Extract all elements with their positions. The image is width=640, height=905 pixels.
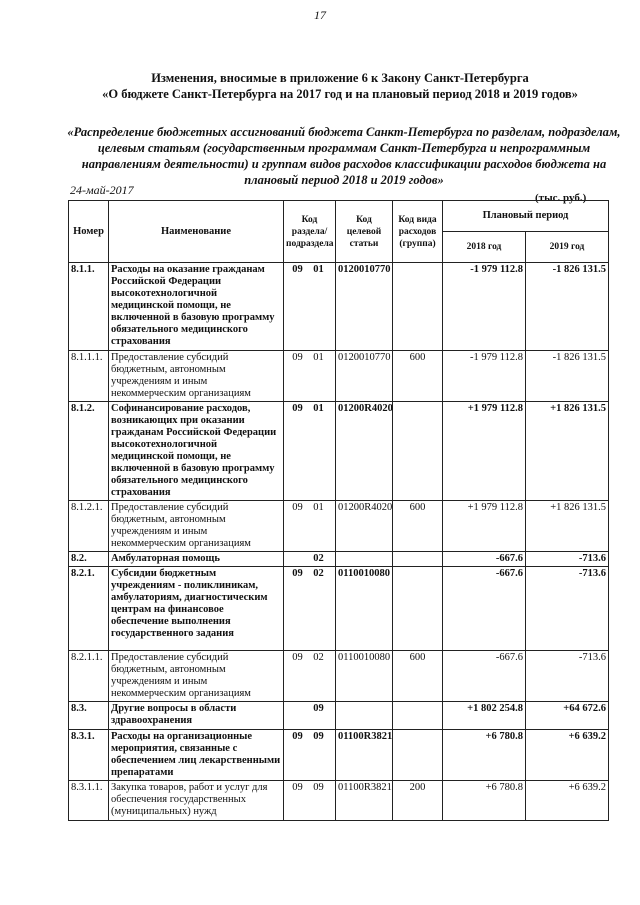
row-section: 09 [292, 403, 303, 414]
row-value-2018: -1 979 112.8 [443, 263, 526, 351]
row-expense-code: 200 [393, 781, 443, 821]
row-section: 09 [292, 568, 303, 579]
table-row [69, 651, 609, 702]
row-subsection: 01 [313, 264, 324, 275]
row-number: 8.3. [69, 702, 109, 730]
row-expense-code: 600 [393, 351, 443, 402]
row-value-2018: +6 780.8 [443, 781, 526, 821]
row-subsection: 09 [313, 703, 324, 714]
row-value-2019: +1 826 131.5 [526, 402, 609, 501]
header-planned-period: Плановый период [443, 201, 609, 232]
row-value-2019: +6 639.2 [526, 781, 609, 821]
document-title [60, 70, 620, 102]
header-section-code: Код раздела/ подраздела [284, 201, 336, 263]
header-number: Номер [69, 201, 109, 263]
table-body [69, 263, 609, 821]
row-number: 8.1.2. [69, 402, 109, 501]
row-name: Расходы на оказание гражданам Российской Федерации высокотехнологичной медицинской помощи, не включенной в базовую программу обязательного медицинского страхования [109, 263, 284, 351]
row-expense-code [393, 552, 443, 567]
row-section-code [284, 263, 336, 351]
row-subsection: 01 [313, 403, 324, 414]
row-section: 09 [292, 782, 303, 793]
row-number: 8.2. [69, 552, 109, 567]
header-year-2018: 2018 год [443, 232, 526, 263]
row-name: Предоставление субсидий бюджетным, автономным учреждениям и иным некоммерческим организациям [109, 351, 284, 402]
row-expense-code [393, 702, 443, 730]
row-section-code [284, 567, 336, 651]
row-target-code: 01100R3821 [336, 781, 393, 821]
header-target-code: Код целевой статьи [336, 201, 393, 263]
row-number: 8.1.1.1. [69, 351, 109, 402]
title-line-2: «О бюджете Санкт-Петербурга на 2017 год и на плановый период 2018 и 2019 годов» [102, 87, 578, 101]
row-number: 8.2.1. [69, 567, 109, 651]
row-section-code [284, 552, 336, 567]
header-name: Наименование [109, 201, 284, 263]
row-expense-code [393, 402, 443, 501]
row-expense-code [393, 730, 443, 781]
budget-table [68, 200, 609, 821]
row-expense-code [393, 567, 443, 651]
row-target-code: 01100R3821 [336, 730, 393, 781]
row-section-code [284, 730, 336, 781]
document-date: 24-май-2017 [70, 183, 134, 197]
title-line-1: Изменения, вносимые в приложение 6 к Закону Санкт-Петербурга [151, 71, 529, 85]
row-value-2019: -713.6 [526, 552, 609, 567]
row-number: 8.3.1. [69, 730, 109, 781]
row-subsection: 02 [313, 553, 324, 564]
row-value-2019: +1 826 131.5 [526, 501, 609, 552]
row-value-2019: -713.6 [526, 651, 609, 702]
row-subsection: 09 [313, 782, 324, 793]
row-name: Амбулаторная помощь [109, 552, 284, 567]
table-row [69, 552, 609, 567]
row-value-2018: -667.6 [443, 552, 526, 567]
row-target-code: 0110010080 [336, 567, 393, 651]
row-number: 8.3.1.1. [69, 781, 109, 821]
row-section-code [284, 501, 336, 552]
header-year-2019: 2019 год [526, 232, 609, 263]
row-subsection: 01 [313, 352, 324, 363]
row-name: Софинансирование расходов, возникающих при оказании гражданам Российской Федерации высокотехнологичной медицинской помощи, не включенной в базовую программу обязательного медицинского страхования [109, 402, 284, 501]
document-subtitle: «Распределение бюджетных ассигнований бюджета Санкт-Петербурга по разделам, подразделам, целевым статьям (государственным программам Санкт-Петербурга и непрограммным направлениям деятельности) и группам видов расходов классификации расходов бюджета на плановый период 2018 и 2019 годов» [67, 125, 621, 187]
row-target-code: 0120010770 [336, 351, 393, 402]
row-number: 8.2.1.1. [69, 651, 109, 702]
row-name: Закупка товаров, работ и услуг для обеспечения государственных (муниципальных) нужд [109, 781, 284, 821]
row-name: Субсидии бюджетным учреждениям - поликлиникам, амбулаториям, диагностическим центрам на финансовое обеспечение выполнения государственного задания [109, 567, 284, 651]
row-value-2018: +6 780.8 [443, 730, 526, 781]
row-target-code [336, 552, 393, 567]
row-expense-code: 600 [393, 651, 443, 702]
table-row [69, 567, 609, 651]
row-subsection: 01 [313, 502, 324, 513]
row-value-2018: +1 802 254.8 [443, 702, 526, 730]
table-row [69, 351, 609, 402]
row-subsection: 02 [313, 568, 324, 579]
row-section: 09 [292, 264, 303, 275]
row-subsection: 09 [313, 731, 324, 742]
row-number: 8.1.2.1. [69, 501, 109, 552]
row-section: 09 [292, 652, 303, 663]
row-section-code [284, 351, 336, 402]
row-target-code [336, 702, 393, 730]
row-section-code [284, 651, 336, 702]
row-subsection: 02 [313, 652, 324, 663]
table-row [69, 501, 609, 552]
row-value-2019: +64 672.6 [526, 702, 609, 730]
row-expense-code: 600 [393, 501, 443, 552]
row-section: 09 [292, 352, 303, 363]
row-section: 09 [292, 502, 303, 513]
row-value-2019: -1 826 131.5 [526, 351, 609, 402]
row-value-2018: -667.6 [443, 567, 526, 651]
table-row [69, 402, 609, 501]
table-row [69, 781, 609, 821]
row-section-code [284, 702, 336, 730]
row-value-2018: -667.6 [443, 651, 526, 702]
row-value-2019: -1 826 131.5 [526, 263, 609, 351]
row-name: Предоставление субсидий бюджетным, автономным учреждениям и иным некоммерческим организациям [109, 651, 284, 702]
header-expense-code: Код вида расходов (группа) [393, 201, 443, 263]
row-name: Расходы на организационные мероприятия, связанные с обеспечением лиц лекарственными препаратами [109, 730, 284, 781]
row-target-code: 0120010770 [336, 263, 393, 351]
row-value-2018: +1 979 112.8 [443, 501, 526, 552]
row-value-2018: -1 979 112.8 [443, 351, 526, 402]
row-value-2018: +1 979 112.8 [443, 402, 526, 501]
row-value-2019: -713.6 [526, 567, 609, 651]
table-row [69, 702, 609, 730]
row-section: 09 [292, 731, 303, 742]
units-label: (тыс. руб.) [535, 192, 587, 204]
table-row [69, 263, 609, 351]
row-value-2019: +6 639.2 [526, 730, 609, 781]
row-expense-code [393, 263, 443, 351]
row-name: Другие вопросы в области здравоохранения [109, 702, 284, 730]
table-row [69, 730, 609, 781]
row-target-code: 01200R4020 [336, 501, 393, 552]
row-section-code [284, 402, 336, 501]
row-name: Предоставление субсидий бюджетным, автономным учреждениям и иным некоммерческим организациям [109, 501, 284, 552]
row-section-code [284, 781, 336, 821]
row-target-code: 0110010080 [336, 651, 393, 702]
row-target-code: 01200R4020 [336, 402, 393, 501]
row-number: 8.1.1. [69, 263, 109, 351]
page-number: 17 [314, 8, 326, 22]
